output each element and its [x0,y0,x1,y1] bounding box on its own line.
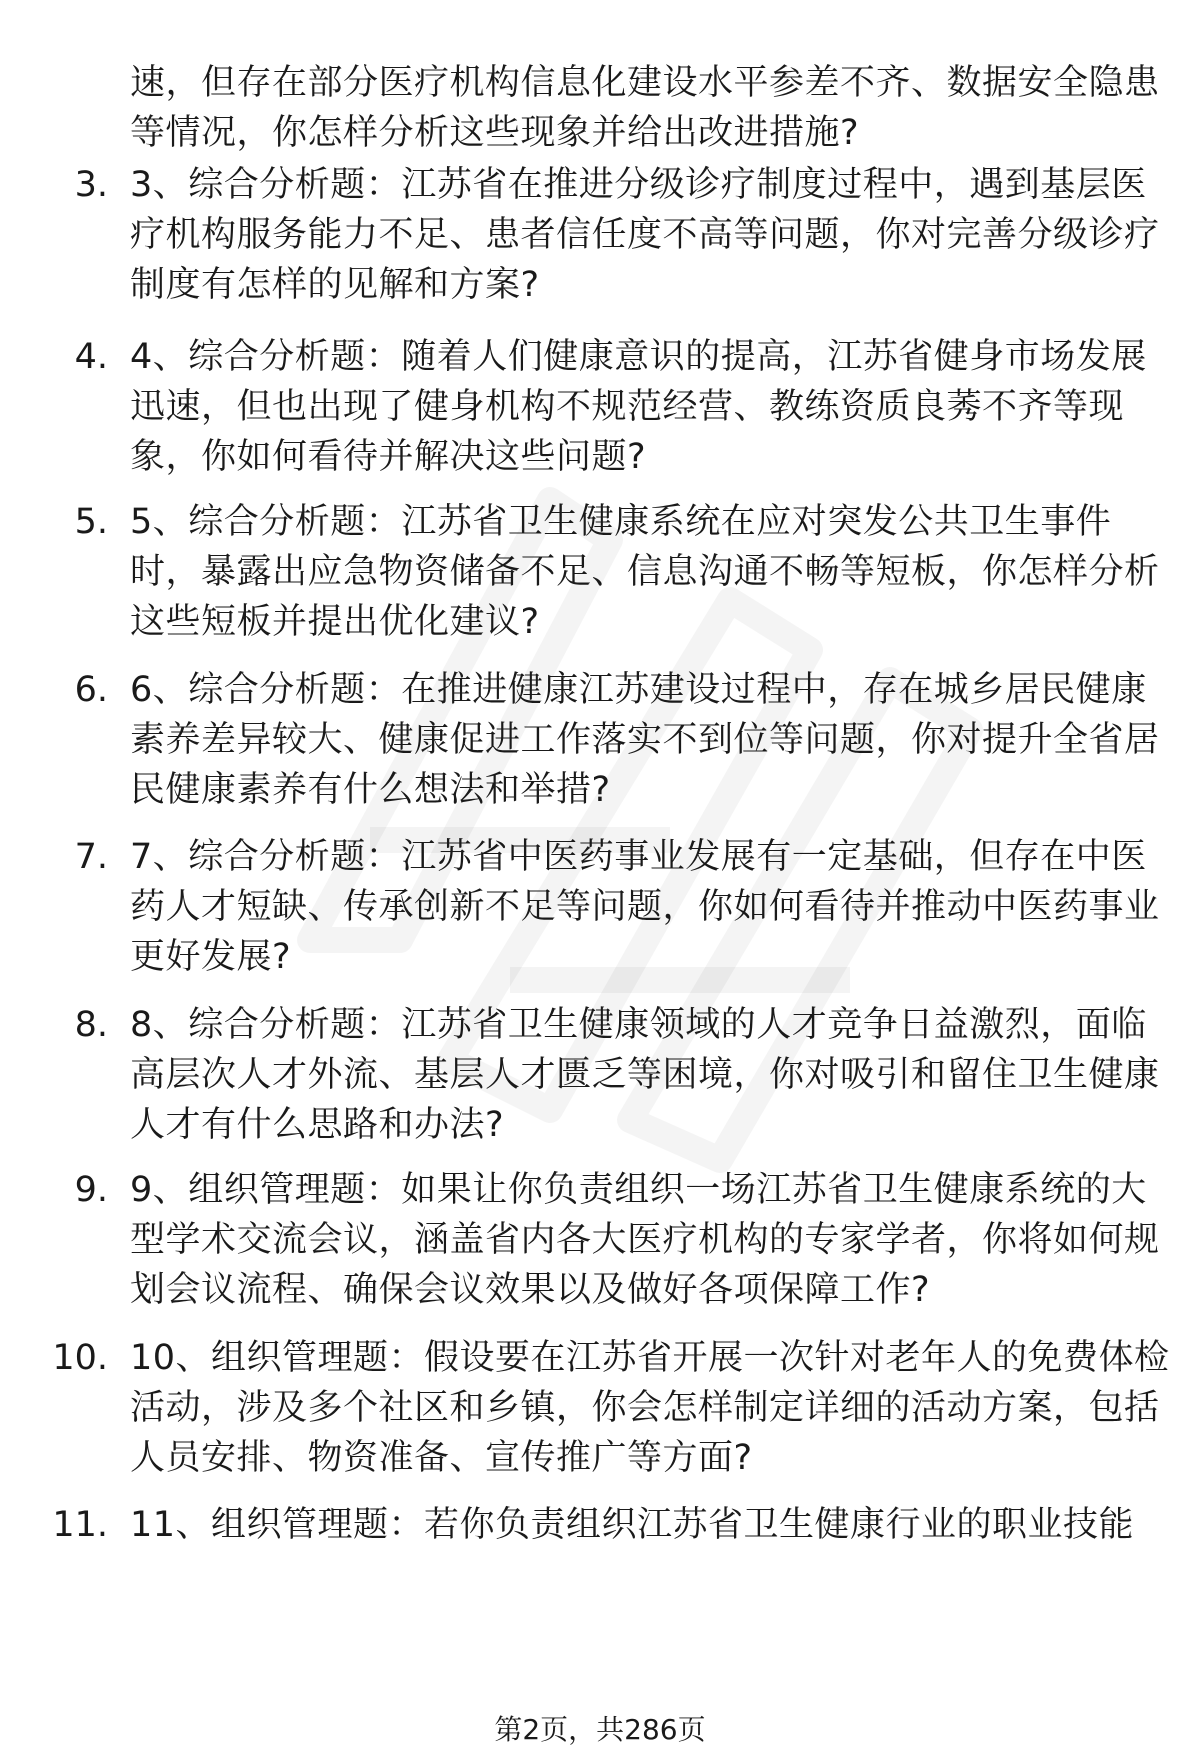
item-number: 5. [74,502,108,542]
question-text: 7、综合分析题：江苏省中医药事业发展有一定基础，但存在中医药人才短缺、传承创新不足等问题，你如何看待并推动中医药事业更好发展? [130,837,1160,977]
item-number: 11. [52,1505,108,1545]
item-number: 10. [52,1338,108,1378]
item-number: 4. [74,337,108,377]
question-text: 9、组织管理题：如果让你负责组织一场江苏省卫生健康系统的大型学术交流会议，涵盖省内各大医疗机构的专家学者，你将如何规划会议流程、确保会议效果以及做好各项保障工作? [130,1170,1160,1310]
question-text: 3、综合分析题：江苏省在推进分级诊疗制度过程中，遇到基层医疗机构服务能力不足、患者信任度不高等问题，你对完善分级诊疗制度有怎样的见解和方案? [130,165,1160,305]
item-number: 9. [74,1170,108,1210]
question-text: 4、综合分析题：随着人们健康意识的提高，江苏省健身市场发展迅速，但也出现了健身机构不规范经营、教练资质良莠不齐等现象，你如何看待并解决这些问题? [130,337,1147,477]
question-text: 10、组织管理题：假设要在江苏省开展一次针对老年人的免费体检活动，涉及多个社区和乡镇，你会怎样制定详细的活动方案，包括人员安排、物资准备、宣传推广等方面? [130,1338,1170,1478]
page-footer: 第2页，共286页 [494,1713,706,1746]
item-number: 8. [74,1005,108,1045]
question-text: 11、组织管理题：若你负责组织江苏省卫生健康行业的职业技能 [130,1505,1135,1545]
item-number: 6. [74,670,108,710]
question-text: 6、综合分析题：在推进健康江苏建设过程中，存在城乡居民健康素养差异较大、健康促进工作落实不到位等问题，你对提升全省居民健康素养有什么想法和举措? [130,670,1160,810]
question-text: 8、综合分析题：江苏省卫生健康领域的人才竞争日益激烈，面临高层次人才外流、基层人才匮乏等困境，你对吸引和留住卫生健康人才有什么思路和办法? [130,1005,1160,1145]
item-number: 7. [74,837,108,877]
item-number: 3. [74,165,108,205]
question-text: 5、综合分析题：江苏省卫生健康系统在应对突发公共卫生事件时，暴露出应急物资储备不足、信息沟通不畅等短板，你怎样分析这些短板并提出优化建议? [130,502,1160,642]
continuation-paragraph: 速，但存在部分医疗机构信息化建设水平参差不齐、数据安全隐患等情况，你怎样分析这些现象并给出改进措施? [130,63,1160,153]
